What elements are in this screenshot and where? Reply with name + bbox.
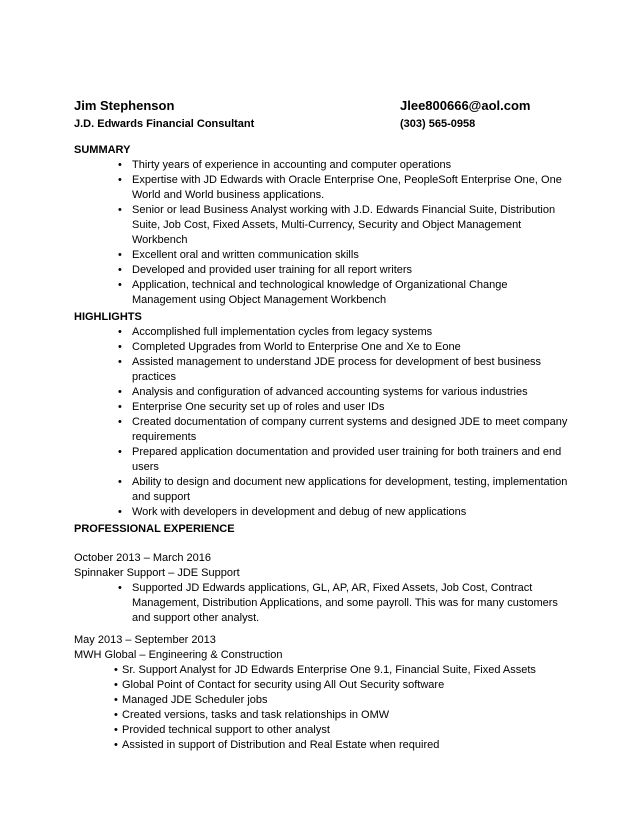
list-item: • Excellent oral and written communication skills <box>74 248 574 263</box>
list-item: • Provided technical support to other analyst <box>74 723 574 738</box>
job-dates: October 2013 – March 2016 <box>74 552 211 564</box>
list-item: • Sr. Support Analyst for JD Edwards Enterprise One 9.1, Financial Suite, Fixed Assets <box>74 663 574 678</box>
list-item: • Thirty years of experience in accounting and computer operations <box>74 158 574 173</box>
highlights-heading: HIGHLIGHTS <box>74 311 142 323</box>
job-duties-list <box>74 663 574 753</box>
list-item: • Assisted management to understand JDE process for development of best business practices <box>74 355 574 385</box>
list-item: • Global Point of Contact for security using All Out Security software <box>74 678 574 693</box>
highlights-section <box>74 310 574 520</box>
job-entry <box>74 633 574 753</box>
list-item: • Completed Upgrades from World to Enterprise One and Xe to Eone <box>74 340 574 355</box>
phone-number: (303) 565-0958 <box>400 118 476 130</box>
summary-heading: SUMMARY <box>74 144 131 156</box>
list-item: • Prepared application documentation and provided user training for both trainers and end users <box>74 445 574 475</box>
job-company: MWH Global – Engineering & Construction <box>74 649 283 661</box>
list-item: • Managed JDE Scheduler jobs <box>74 693 574 708</box>
experience-section <box>74 522 574 537</box>
list-item: • Assisted in support of Distribution and Real Estate when required <box>74 738 574 753</box>
highlights-list <box>74 325 574 520</box>
job-duties-list <box>74 581 574 626</box>
email-address: Jlee800666@aol.com <box>400 98 531 113</box>
list-item: • Developed and provided user training for all report writers <box>74 263 574 278</box>
list-item: • Analysis and configuration of advanced accounting systems for various industries <box>74 385 574 400</box>
list-item: • Supported JD Edwards applications, GL, AP, AR, Fixed Assets, Job Cost, Contract Management, Distribution Applications, and some payroll. This was for many customers and support other analyst. <box>74 581 574 626</box>
list-item: • Created versions, tasks and task relationships in OMW <box>74 708 574 723</box>
experience-heading: PROFESSIONAL EXPERIENCE <box>74 523 235 535</box>
list-item: • Work with developers in development and debug of new applications <box>74 505 574 520</box>
job-title: J.D. Edwards Financial Consultant <box>74 118 255 130</box>
job-company: Spinnaker Support – JDE Support <box>74 567 240 579</box>
candidate-name: Jim Stephenson <box>74 98 175 113</box>
list-item: • Senior or lead Business Analyst working with J.D. Edwards Financial Suite, Distribution Suite, Job Cost, Fixed Assets, Multi-Currency, Security and Object Management Workbench <box>74 203 574 248</box>
list-item: • Enterprise One security set up of roles and user IDs <box>74 400 574 415</box>
list-item: • Ability to design and document new applications for development, testing, implementation and support <box>74 475 574 505</box>
summary-section <box>74 143 574 308</box>
list-item: • Created documentation of company current systems and designed JDE to meet company requirements <box>74 415 574 445</box>
summary-list <box>74 158 574 308</box>
list-item: • Application, technical and technological knowledge of Organizational Change Management using Object Management Workbench <box>74 278 574 308</box>
list-item: • Expertise with JD Edwards with Oracle Enterprise One, PeopleSoft Enterprise One, One World and World business applications. <box>74 173 574 203</box>
job-dates: May 2013 – September 2013 <box>74 634 216 646</box>
job-entry <box>74 551 574 626</box>
list-item: • Accomplished full implementation cycles from legacy systems <box>74 325 574 340</box>
